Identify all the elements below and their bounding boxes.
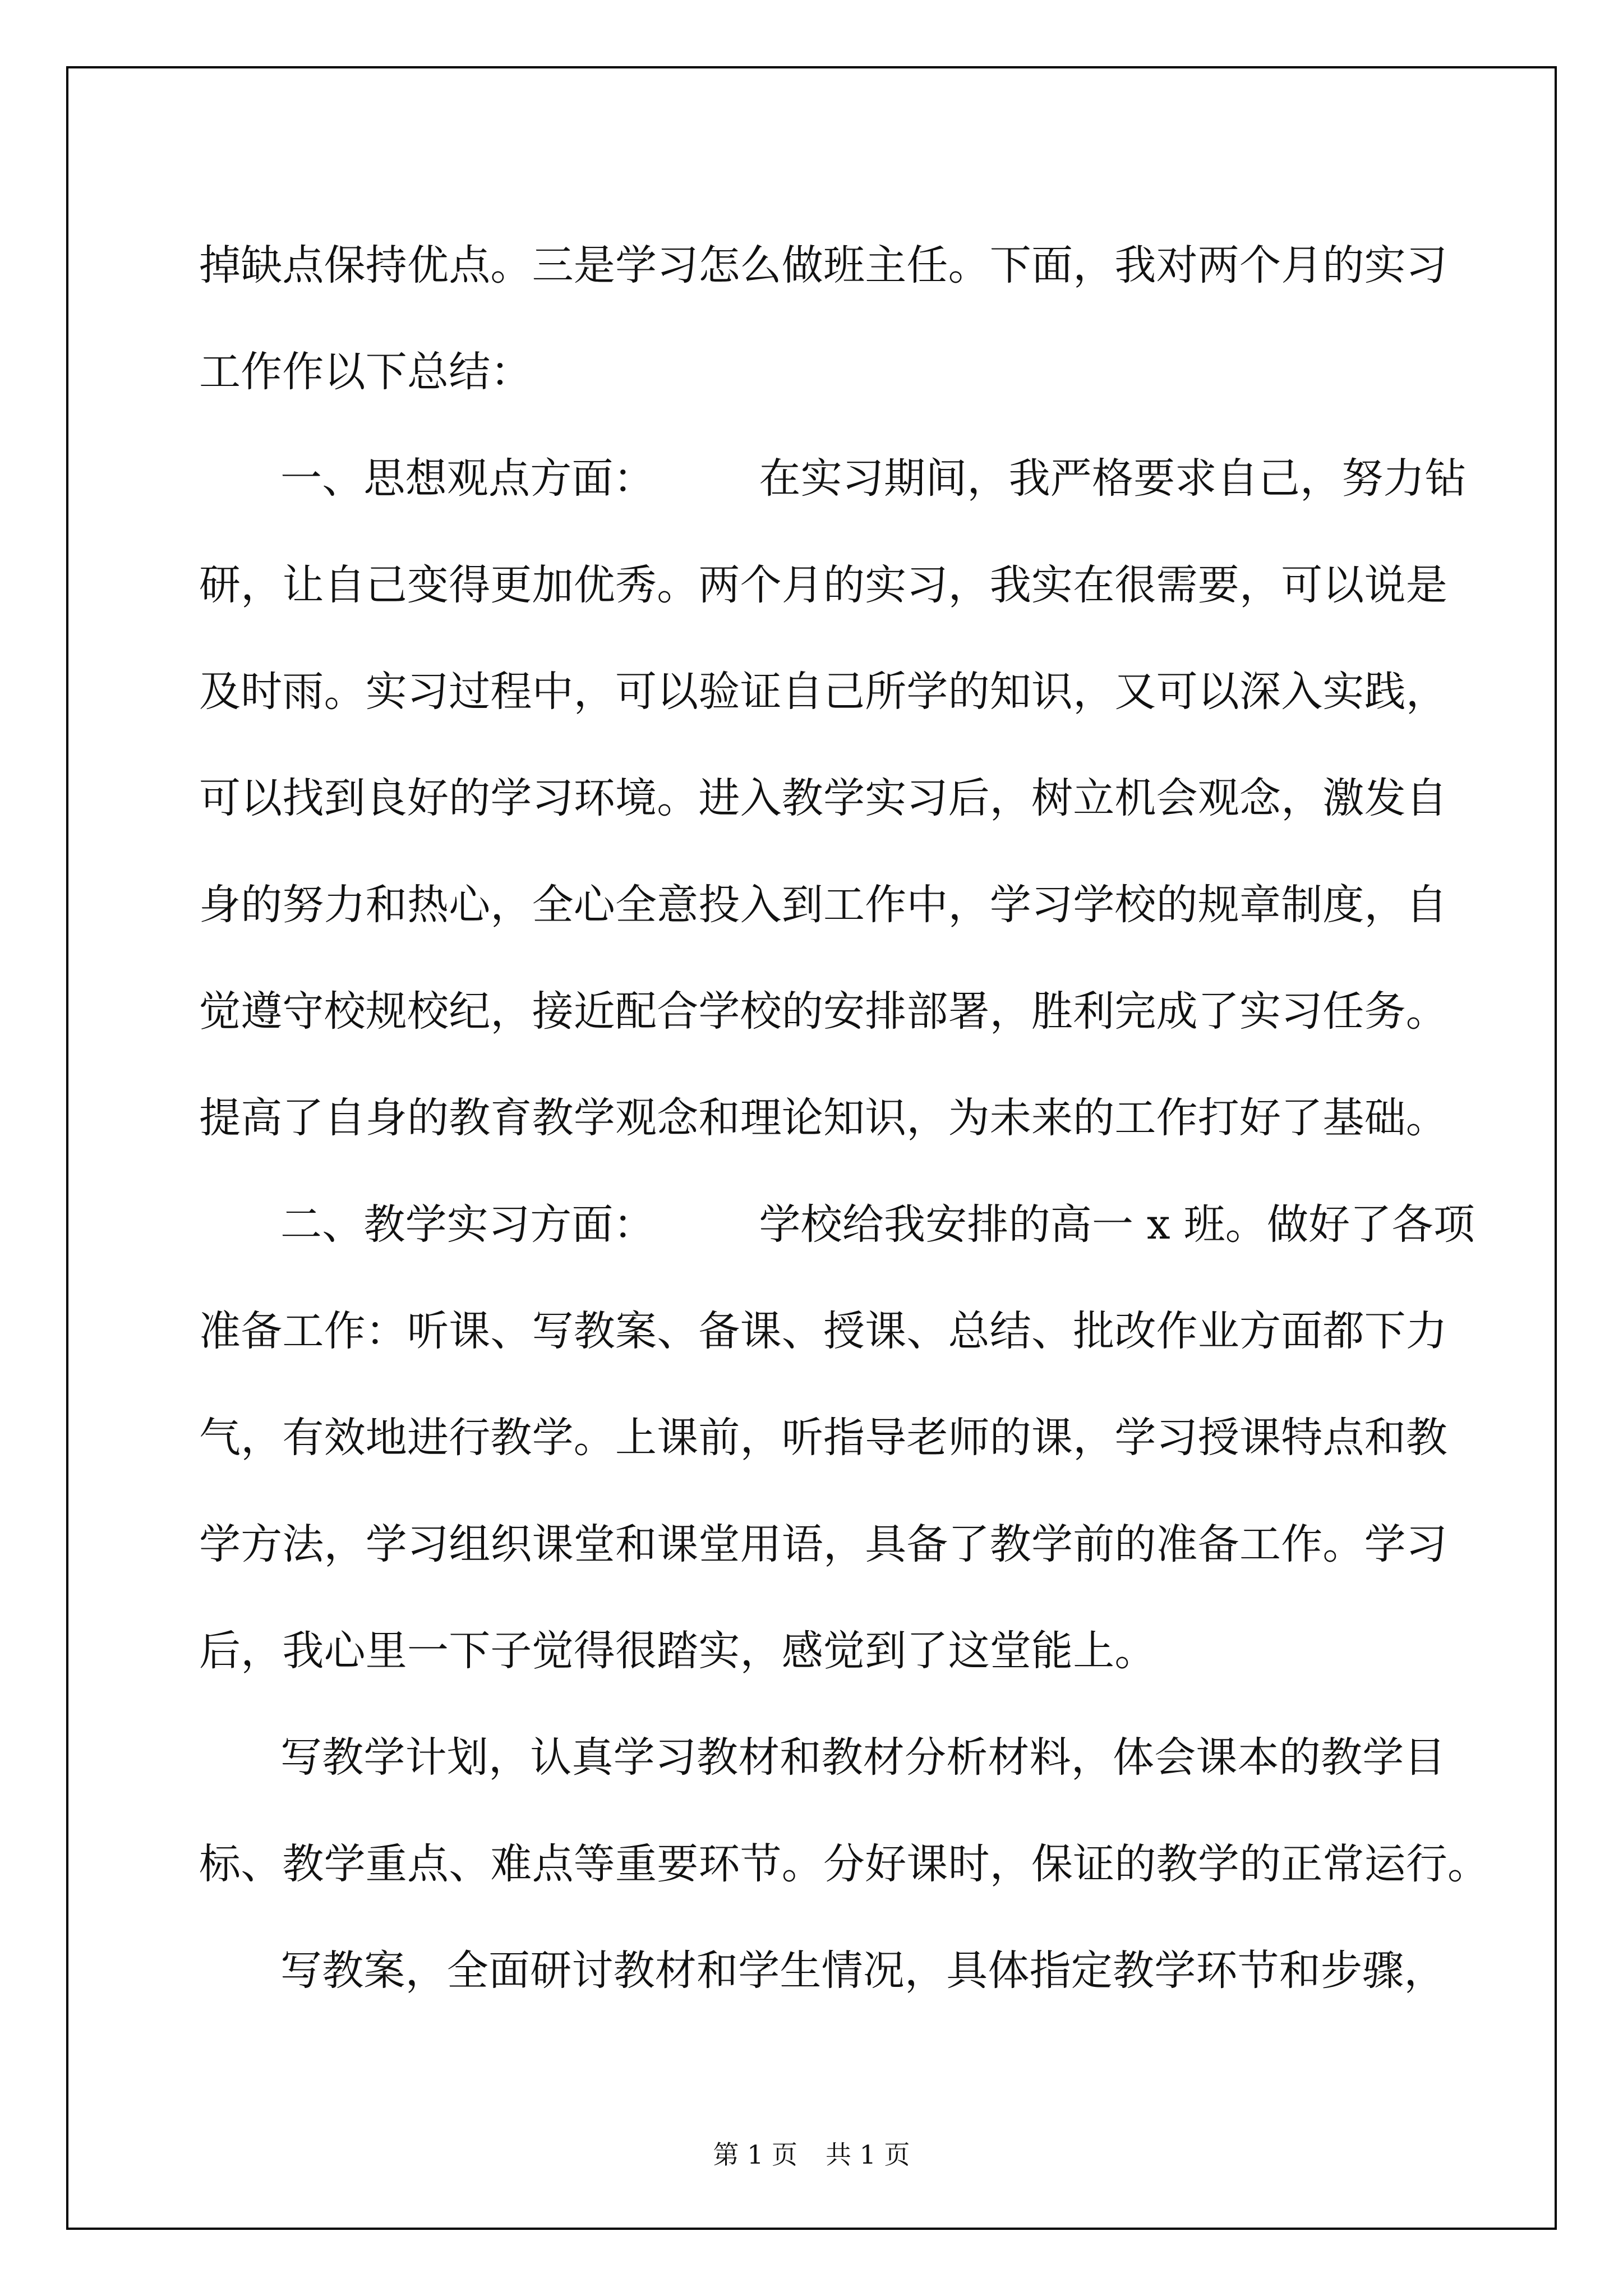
text-line: 提高了自身的教育教学观念和理论知识，为未来的工作打好了基础。 [199,1094,1447,1142]
text-line: 可以找到良好的学习环境。进入教学实习后，树立机会观念，激发自 [199,774,1447,822]
page-total: 共 1 页 [826,2139,910,2170]
text-line: 研，让自己变得更加优秀。两个月的实习，我实在很需要，可以说是 [199,561,1447,609]
text-line: 学方法，学习组织课堂和课堂用语，具备了教学前的准备工作。学习 [199,1520,1447,1568]
text-line: 身的努力和热心，全心全意投入到工作中，学习学校的规章制度，自 [199,881,1447,929]
text-line: 掉缺点保持优点。三是学习怎么做班主任。下面，我对两个月的实习 [199,241,1447,289]
text-line: 标、教学重点、难点等重要环节。分好课时，保证的教学的正常运行。 [199,1840,1490,1888]
text-line: 写教案，全面研讨教材和学生情况，具体指定教学环节和步骤， [280,1947,1446,1995]
text-line: 写教学计划，认真学习教材和教材分析材料，体会课本的教学目 [280,1733,1446,1782]
text-line: 后，我心里一下子觉得很踏实，感觉到了这堂能上。 [199,1627,1156,1675]
page-number: 第 1 页 [713,2139,797,2170]
document-body [199,212,1490,2024]
text-line: 气，有效地进行教学。上课前，听指导老师的课，学习授课特点和教 [199,1414,1447,1462]
text-line: 觉遵守校规校纪，接近配合学校的安排部署，胜利完成了实习任务。 [199,987,1447,1036]
text-line: 准备工作：听课、写教案、备课、授课、总结、批改作业方面都下力 [199,1307,1447,1355]
text-line: 及时雨。实习过程中，可以验证自己所学的知识，又可以深入实践， [199,668,1447,716]
text-line: 工作作以下总结： [199,348,532,396]
text-line: 一、思想观点方面： 在实习期间，我严格要求自己，努力钻 [280,454,1467,503]
text-line: 二、教学实习方面： 学校给我安排的高一 x 班。做好了各项 [280,1200,1475,1249]
page-footer [0,2134,1623,2171]
